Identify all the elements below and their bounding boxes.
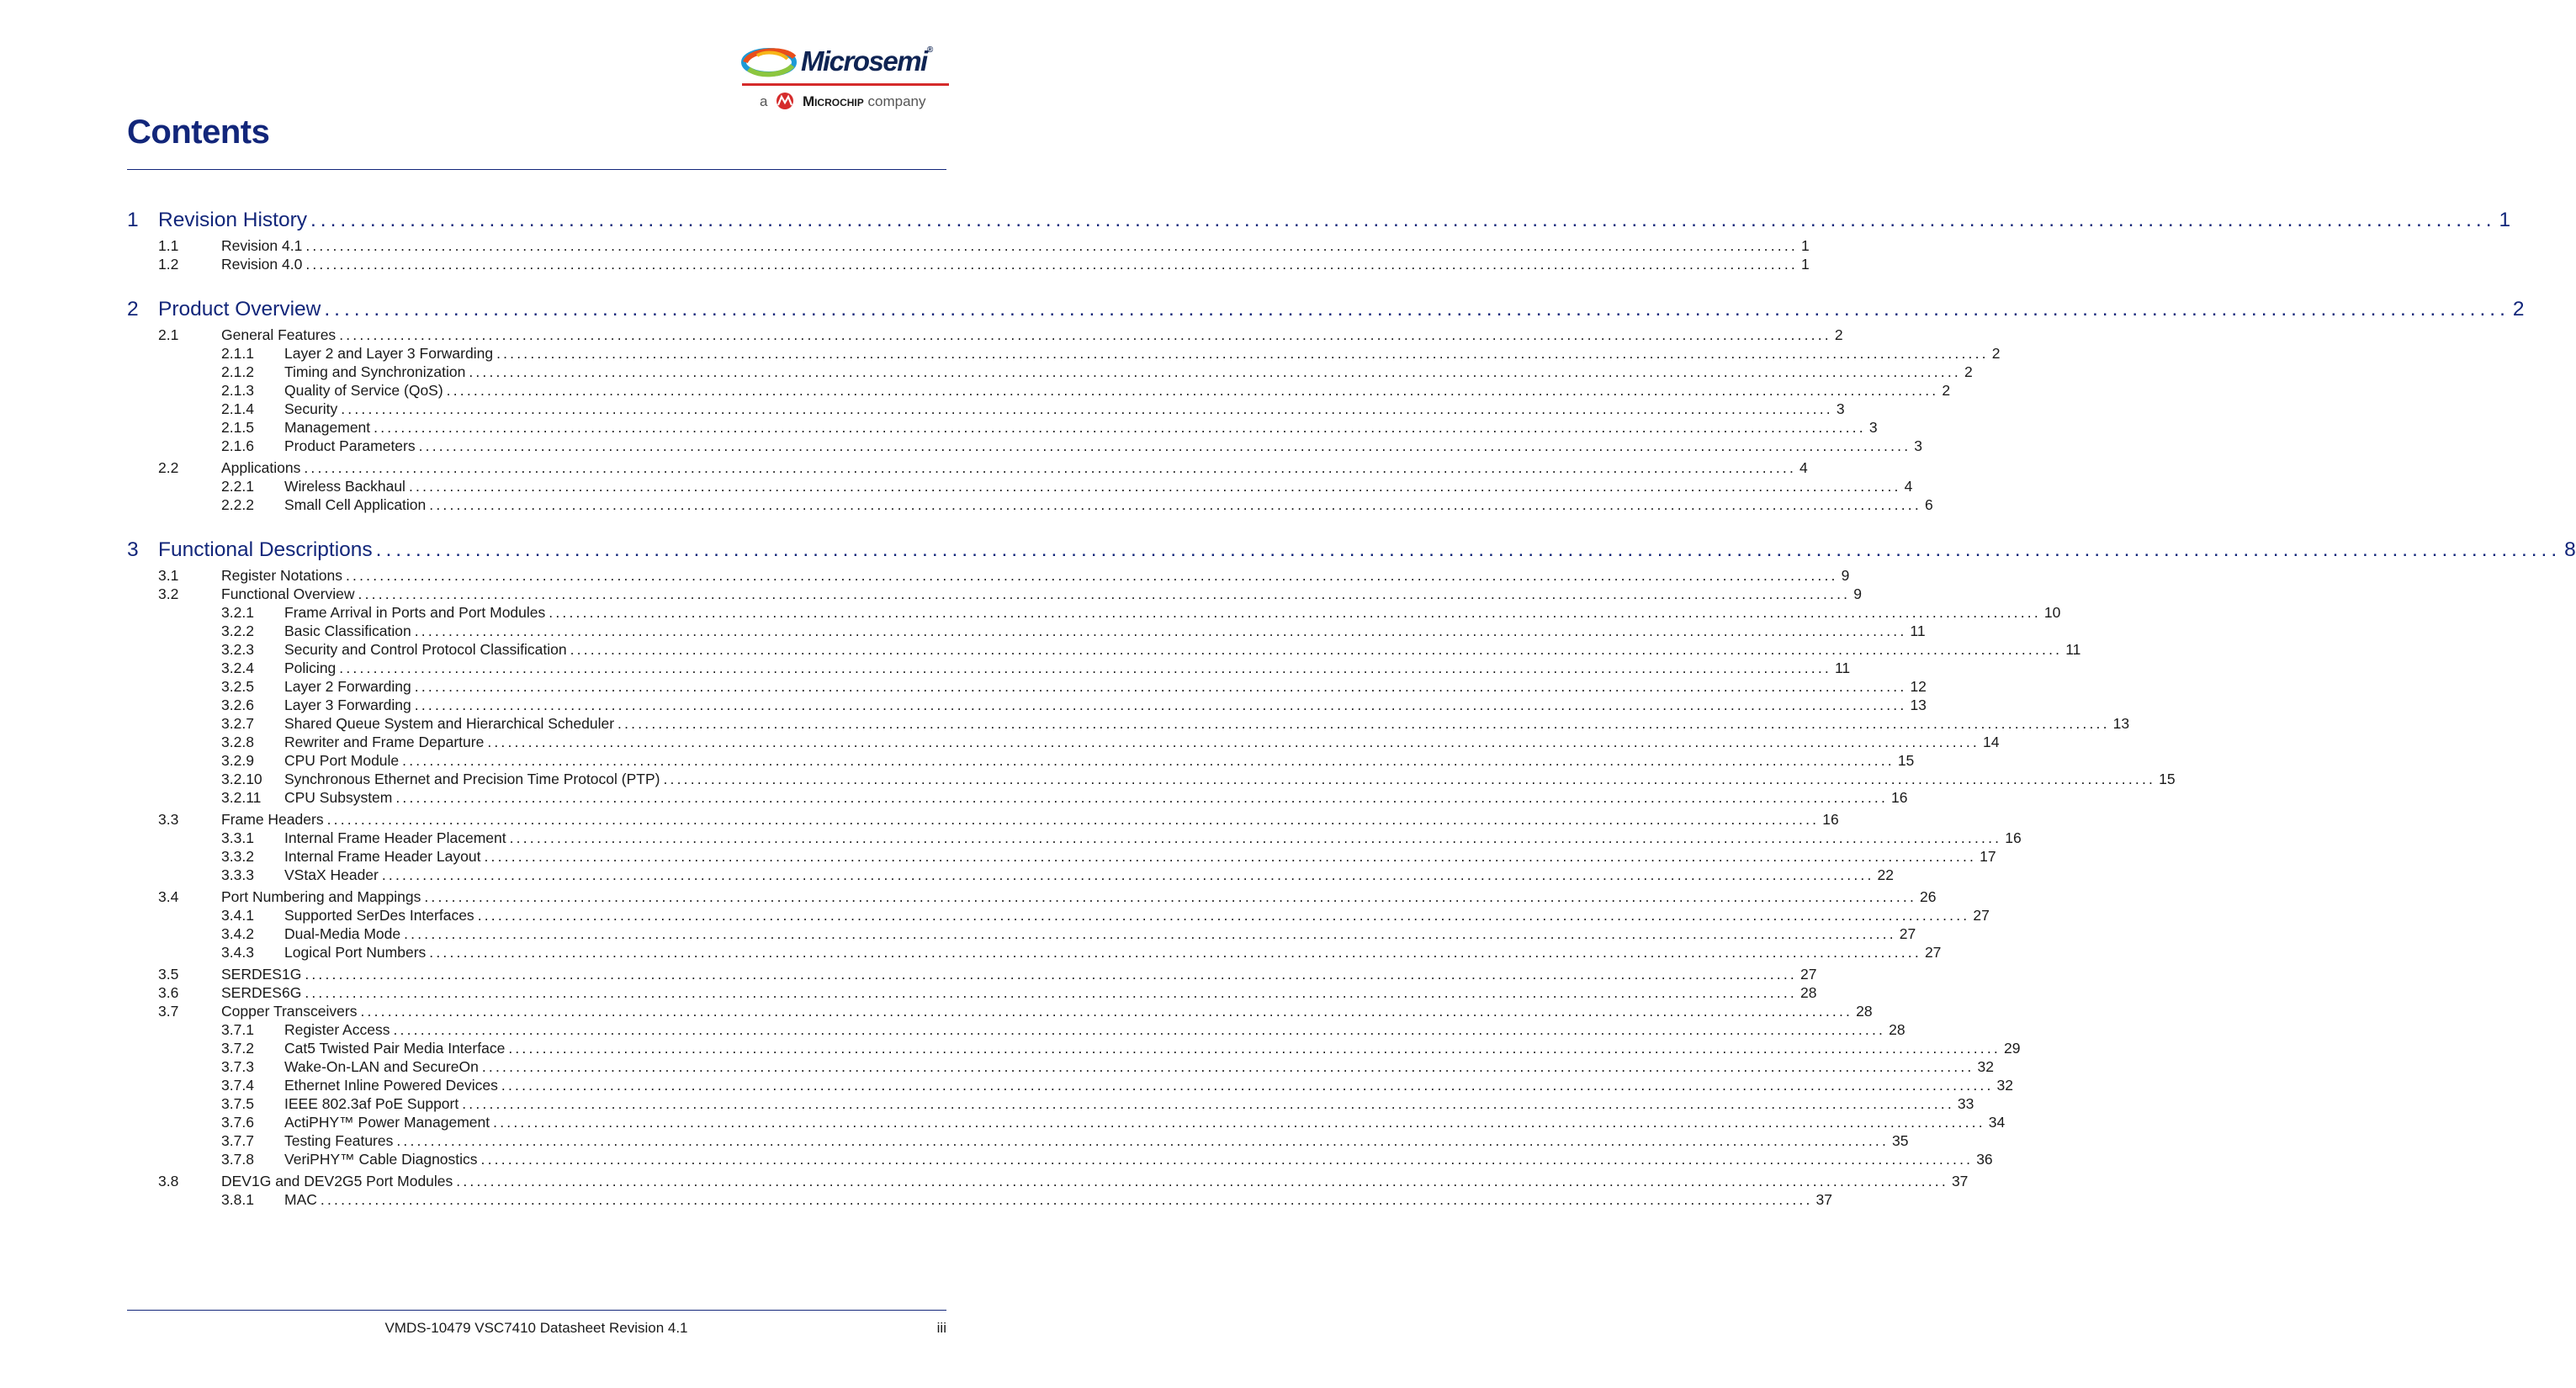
toc-dot-leader: ............................................................................................................................................................................................................................ bbox=[570, 641, 2063, 658]
toc-dot-leader: ............................................................................................................................................................................................................................ bbox=[305, 256, 1798, 273]
toc-entry-title[interactable]: DEV1G and DEV2G5 Port Modules bbox=[221, 1173, 453, 1189]
toc-dot-leader: ............................................................................................................................................................................................................................ bbox=[456, 1173, 1948, 1189]
toc-dot-leader: ............................................................................................................................................................................................................................ bbox=[477, 907, 1970, 924]
toc-entry-title[interactable]: Policing bbox=[284, 660, 337, 676]
toc-entry-3-2-11[interactable] bbox=[127, 789, 1908, 807]
toc-entry-page[interactable]: 2 bbox=[1964, 363, 1973, 380]
toc-entry-title[interactable]: Shared Queue System and Hierarchical Scheduler bbox=[284, 715, 615, 732]
toc-entry-number: 3.1 bbox=[158, 567, 179, 584]
toc-entry-3-5[interactable] bbox=[127, 966, 1817, 983]
toc-entry-page[interactable]: 36 bbox=[1976, 1151, 1993, 1168]
microchip-logo-icon bbox=[775, 93, 795, 109]
toc-entry-3-2-4[interactable] bbox=[127, 660, 1851, 677]
toc-entry-number: 3.7 bbox=[158, 1003, 179, 1020]
toc-entry-page[interactable]: 11 bbox=[1910, 622, 1926, 639]
toc-dot-leader: ............................................................................................................................................................................................................................ bbox=[395, 789, 1889, 806]
logo-rule bbox=[742, 83, 949, 86]
toc-entry-number: 2 bbox=[127, 298, 139, 321]
toc-dot-leader: ............................................................................................................................................................................................................................ bbox=[424, 888, 1917, 905]
footer-divider bbox=[127, 1310, 946, 1311]
toc-entry-title[interactable]: Product Overview bbox=[158, 298, 321, 321]
toc-dot-leader: ............................................................................................................................................................................................................................ bbox=[304, 459, 1797, 476]
logo-tagline bbox=[760, 93, 926, 110]
toc-entry-number: 3.3.3 bbox=[221, 866, 254, 883]
toc-entry-3-8-1[interactable] bbox=[127, 1191, 1833, 1209]
toc-entry-page[interactable]: 28 bbox=[1799, 984, 1817, 1001]
toc-entry-number: 1.1 bbox=[158, 237, 179, 254]
toc-entry-page[interactable]: 15 bbox=[1897, 752, 1915, 769]
toc-entry-3[interactable] bbox=[127, 538, 2576, 562]
microsemi-swirl-icon bbox=[740, 44, 799, 81]
toc-entry-number: 3.2.1 bbox=[221, 604, 254, 621]
toc-entry-number: 3.8 bbox=[158, 1173, 179, 1189]
tagline-company: Microchip bbox=[802, 93, 864, 109]
toc-entry-2-2-2[interactable] bbox=[127, 496, 1933, 514]
tagline-prefix: a bbox=[760, 93, 768, 109]
toc-dot-leader: ............................................................................................................................................................................................................................ bbox=[481, 1058, 1974, 1075]
toc-entry-3-4-2[interactable] bbox=[127, 925, 1916, 943]
toc-entry-title[interactable]: SERDES6G bbox=[221, 984, 302, 1001]
toc-entry-title[interactable]: CPU Subsystem bbox=[284, 789, 393, 806]
toc-entry-number: 3.3.2 bbox=[221, 848, 254, 865]
toc-dot-leader: ............................................................................................................................................................................................................................ bbox=[480, 1151, 1974, 1168]
toc-entry-number: 3.3 bbox=[158, 811, 179, 828]
toc-entry-3-3-2[interactable] bbox=[127, 848, 1996, 866]
toc-entry-3-3[interactable] bbox=[127, 811, 1839, 829]
toc-entry-page[interactable]: 29 bbox=[2003, 1040, 2021, 1057]
toc-entry-number: 3.6 bbox=[158, 984, 179, 1001]
toc-entry-page[interactable]: 14 bbox=[1982, 734, 2000, 750]
toc-entry-number: 3.4.1 bbox=[221, 907, 254, 924]
toc-dot-leader: ............................................................................................................................................................................................................................ bbox=[404, 925, 1896, 942]
toc-dot-leader: ............................................................................................................................................................................................................................ bbox=[493, 1114, 1985, 1131]
toc-entry-page[interactable]: 37 bbox=[1951, 1173, 1969, 1189]
toc-entry-title[interactable]: Internal Frame Header Placement bbox=[284, 829, 506, 846]
toc-dot-leader: ............................................................................................................................................................................................................................ bbox=[617, 715, 2110, 732]
toc-entry-number: 1.2 bbox=[158, 256, 179, 273]
toc-entry-number: 3.7.5 bbox=[221, 1095, 254, 1112]
toc-entry-page[interactable]: 6 bbox=[1924, 496, 1933, 513]
toc-dot-leader: ............................................................................................................................................................................................................................ bbox=[381, 866, 1874, 883]
toc-dot-leader: ............................................................................................................................................................................................................................ bbox=[484, 848, 1977, 865]
toc-entry-title[interactable]: Quality of Service (QoS) bbox=[284, 382, 443, 399]
toc-entry-number: 3.4.2 bbox=[221, 925, 254, 942]
toc-entry-2-1-6[interactable] bbox=[127, 437, 1923, 455]
toc-entry-title[interactable]: Wake-On-LAN and SecureOn bbox=[284, 1058, 479, 1075]
toc-entry-3-7-8[interactable] bbox=[127, 1151, 1993, 1168]
toc-entry-page[interactable]: 4 bbox=[1904, 478, 1913, 495]
toc-entry-number: 3.2.8 bbox=[221, 734, 254, 750]
toc-entry-1[interactable] bbox=[127, 209, 2511, 232]
toc-entry-page[interactable]: 27 bbox=[1924, 944, 1942, 961]
toc-dot-leader: ............................................................................................................................................................................................................................ bbox=[358, 585, 1851, 602]
toc-entry-number: 2.1.6 bbox=[221, 437, 254, 454]
toc-entry-number: 3.7.7 bbox=[221, 1132, 254, 1149]
toc-entry-page[interactable]: 2 bbox=[1942, 382, 1951, 399]
toc-entry-title[interactable]: Logical Port Numbers bbox=[284, 944, 427, 961]
toc-dot-leader: ............................................................................................................................................................................................................................ bbox=[402, 752, 1895, 769]
toc-dot-leader: ............................................................................................................................................................................................................................ bbox=[326, 811, 1820, 828]
toc-entry-page[interactable]: 28 bbox=[1889, 1021, 1905, 1038]
toc-dot-leader: ............................................................................................................................................................................................................................ bbox=[509, 829, 2002, 846]
toc-entry-number: 2.1.2 bbox=[221, 363, 254, 380]
toc-entry-title[interactable]: Frame Headers bbox=[221, 811, 324, 828]
toc-entry-number: 3.2.4 bbox=[221, 660, 254, 676]
toc-dot-leader: ............................................................................................................................................................................................................................ bbox=[324, 298, 2510, 321]
toc-entry-page[interactable]: 32 bbox=[1996, 1077, 2014, 1094]
toc-entry-title[interactable]: Register Notations bbox=[221, 567, 342, 584]
toc-dot-leader: ............................................................................................................................................................................................................................ bbox=[469, 363, 1961, 380]
toc-entry-page[interactable]: 17 bbox=[1980, 848, 1996, 865]
toc-entry-page[interactable]: 22 bbox=[1877, 866, 1894, 883]
toc-entry-3-7[interactable] bbox=[127, 1003, 1873, 1020]
toc-entry-3-2-2[interactable] bbox=[127, 622, 1926, 640]
toc-dot-leader: ............................................................................................................................................................................................................................ bbox=[549, 604, 2041, 621]
toc-entry-page[interactable]: 16 bbox=[2005, 829, 2022, 846]
toc-entry-1-2[interactable] bbox=[127, 256, 1810, 273]
toc-dot-leader: ............................................................................................................................................................................................................................ bbox=[414, 678, 1907, 695]
toc-dot-leader: ............................................................................................................................................................................................................................ bbox=[320, 1191, 1813, 1208]
toc-entry-number: 3.2.2 bbox=[221, 622, 254, 639]
toc-entry-number: 3.4 bbox=[158, 888, 179, 905]
toc-entry-number: 3.7.6 bbox=[221, 1114, 254, 1131]
toc-dot-leader: ............................................................................................................................................................................................................................ bbox=[339, 660, 1831, 676]
toc-entry-3-2-8[interactable] bbox=[127, 734, 2000, 751]
toc-entry-title[interactable]: Small Cell Application bbox=[284, 496, 427, 513]
toc-entry-3-8[interactable] bbox=[127, 1173, 1969, 1190]
toc-entry-number: 3.2.10 bbox=[221, 771, 262, 787]
toc-entry-3-7-5[interactable] bbox=[127, 1095, 1974, 1113]
toc-entry-number: 3.7.4 bbox=[221, 1077, 254, 1094]
toc-entry-number: 3.2.6 bbox=[221, 697, 254, 713]
brand-name: Microsemi® bbox=[801, 45, 932, 77]
toc-entry-page[interactable]: 2 bbox=[2512, 298, 2525, 321]
toc-dot-leader: ............................................................................................................................................................................................................................ bbox=[305, 237, 1798, 254]
toc-entry-3-3-3[interactable] bbox=[127, 866, 1894, 884]
toc-entry-number: 3.3.1 bbox=[221, 829, 254, 846]
toc-entry-2[interactable] bbox=[127, 298, 2525, 321]
toc-entry-page[interactable]: 32 bbox=[1977, 1058, 1994, 1075]
toc-entry-title[interactable]: Testing Features bbox=[284, 1132, 394, 1149]
tagline-suffix: company bbox=[867, 93, 926, 109]
toc-entry-page[interactable]: 3 bbox=[1868, 419, 1878, 436]
toc-entry-page[interactable]: 11 bbox=[2065, 641, 2081, 658]
toc-entry-page[interactable]: 8 bbox=[2564, 538, 2576, 561]
toc-entry-number: 2.1.5 bbox=[221, 419, 254, 436]
toc-entry-title[interactable]: MAC bbox=[284, 1191, 317, 1208]
toc-entry-page[interactable]: 13 bbox=[1910, 697, 1927, 713]
toc-entry-page[interactable]: 16 bbox=[1891, 789, 1908, 806]
toc-entry-title[interactable]: Rewriter and Frame Departure bbox=[284, 734, 485, 750]
toc-entry-number: 3.5 bbox=[158, 966, 179, 983]
toc-entry-page[interactable]: 11 bbox=[1834, 660, 1851, 676]
toc-entry-title[interactable]: Port Numbering and Mappings bbox=[221, 888, 421, 905]
toc-entry-2-1-5[interactable] bbox=[127, 419, 1878, 437]
toc-entry-page[interactable]: 12 bbox=[1910, 678, 1927, 695]
toc-entry-3-1[interactable] bbox=[127, 567, 1850, 585]
toc-entry-page[interactable]: 4 bbox=[1799, 459, 1808, 476]
toc-entry-3-7-3[interactable] bbox=[127, 1058, 1994, 1076]
toc-entry-title[interactable]: Basic Classification bbox=[284, 622, 411, 639]
toc-entry-2-1-3[interactable] bbox=[127, 382, 1951, 400]
toc-entry-3-4[interactable] bbox=[127, 888, 1937, 906]
toc-entry-2-1[interactable] bbox=[127, 326, 1843, 344]
toc-entry-number: 2.1.4 bbox=[221, 400, 254, 417]
toc-entry-page[interactable]: 35 bbox=[1892, 1132, 1909, 1149]
toc-entry-number: 3.7.1 bbox=[221, 1021, 254, 1038]
toc-entry-title[interactable]: Timing and Synchronization bbox=[284, 363, 466, 380]
microsemi-logo bbox=[740, 44, 951, 116]
toc-entry-page[interactable]: 9 bbox=[1853, 585, 1862, 602]
toc-entry-number: 2.2.1 bbox=[221, 478, 254, 495]
toc-entry-page[interactable]: 3 bbox=[1836, 400, 1845, 417]
toc-entry-title[interactable]: Revision History bbox=[158, 209, 307, 231]
toc-entry-page[interactable]: 26 bbox=[1920, 888, 1937, 905]
toc-entry-page[interactable]: 2 bbox=[1991, 345, 2001, 362]
toc-entry-title[interactable]: Layer 3 Forwarding bbox=[284, 697, 411, 713]
toc-entry-number: 2.1 bbox=[158, 326, 179, 343]
toc-entry-2-1-2[interactable] bbox=[127, 363, 1973, 381]
toc-dot-leader: ............................................................................................................................................................................................................................ bbox=[501, 1077, 1994, 1094]
toc-dot-leader: ............................................................................................................................................................................................................................ bbox=[418, 437, 1911, 454]
toc-entry-title[interactable]: Security bbox=[284, 400, 338, 417]
toc-entry-number: 3.8.1 bbox=[221, 1191, 254, 1208]
toc-entry-title[interactable]: Ethernet Inline Powered Devices bbox=[284, 1077, 498, 1094]
toc-entry-title[interactable]: VeriPHY™ Cable Diagnostics bbox=[284, 1151, 478, 1168]
toc-entry-3-7-4[interactable] bbox=[127, 1077, 2014, 1094]
toc-dot-leader: ............................................................................................................................................................................................................................ bbox=[408, 478, 1901, 495]
toc-dot-leader: ............................................................................................................................................................................................................................ bbox=[446, 382, 1939, 399]
toc-entry-number: 3.2 bbox=[158, 585, 179, 602]
toc-entry-number: 3.2.7 bbox=[221, 715, 254, 732]
toc-entry-page[interactable]: 10 bbox=[2043, 604, 2061, 621]
toc-entry-3-6[interactable] bbox=[127, 984, 1817, 1002]
toc-entry-page[interactable]: 34 bbox=[1988, 1114, 2006, 1131]
toc-dot-leader: ............................................................................................................................................................................................................................ bbox=[496, 345, 1989, 362]
toc-entry-title[interactable]: Applications bbox=[221, 459, 301, 476]
toc-entry-page[interactable]: 3 bbox=[1914, 437, 1923, 454]
toc-entry-2-2-1[interactable] bbox=[127, 478, 1913, 495]
toc-entry-title[interactable]: SERDES1G bbox=[221, 966, 302, 983]
toc-entry-number: 2.2 bbox=[158, 459, 179, 476]
toc-entry-3-4-3[interactable] bbox=[127, 944, 1942, 962]
toc-entry-page[interactable]: 1 bbox=[2499, 209, 2511, 231]
footer-document-id: VMDS-10479 VSC7410 Datasheet Revision 4.1 bbox=[384, 1320, 688, 1336]
toc-entry-title[interactable]: Copper Transceivers bbox=[221, 1003, 358, 1020]
toc-dot-leader: ............................................................................................................................................................................................................................ bbox=[414, 697, 1907, 713]
toc-entry-title[interactable]: Frame Arrival in Ports and Port Modules bbox=[284, 604, 546, 621]
toc-entry-page[interactable]: 27 bbox=[1899, 925, 1916, 942]
toc-entry-title[interactable]: Functional Descriptions bbox=[158, 538, 373, 561]
toc-entry-2-2[interactable] bbox=[127, 459, 1808, 477]
toc-entry-title[interactable]: CPU Port Module bbox=[284, 752, 400, 769]
toc-entry-title[interactable]: Dual-Media Mode bbox=[284, 925, 401, 942]
toc-dot-leader: ............................................................................................................................................................................................................................ bbox=[487, 734, 1980, 750]
toc-dot-leader: ............................................................................................................................................................................................................................ bbox=[305, 984, 1797, 1001]
toc-entry-number: 3.7.3 bbox=[221, 1058, 254, 1075]
toc-entry-number: 3.2.11 bbox=[221, 789, 262, 806]
toc-entry-3-3-1[interactable] bbox=[127, 829, 2022, 847]
toc-entry-title[interactable]: Supported SerDes Interfaces bbox=[284, 907, 474, 924]
toc-entry-number: 3 bbox=[127, 538, 139, 561]
toc-entry-2-1-1[interactable] bbox=[127, 345, 2001, 363]
toc-entry-3-2-10[interactable] bbox=[127, 771, 2176, 788]
toc-entry-page[interactable]: 13 bbox=[2112, 715, 2130, 732]
toc-entry-title[interactable]: Register Access bbox=[284, 1021, 390, 1038]
toc-entry-3-7-6[interactable] bbox=[127, 1114, 2006, 1131]
toc-dot-leader: ............................................................................................................................................................................................................................ bbox=[396, 1132, 1890, 1149]
toc-entry-3-4-1[interactable] bbox=[127, 907, 1990, 924]
toc-entry-page[interactable]: 27 bbox=[1973, 907, 1990, 924]
toc-entry-title[interactable]: Security and Control Protocol Classification bbox=[284, 641, 567, 658]
footer-page-number: iii bbox=[936, 1320, 946, 1336]
toc-entry-number: 2.1.1 bbox=[221, 345, 254, 362]
toc-entry-3-2-1[interactable] bbox=[127, 604, 2061, 622]
toc-entry-1-1[interactable] bbox=[127, 237, 1810, 255]
toc-entry-page[interactable]: 27 bbox=[1799, 966, 1817, 983]
toc-entry-title[interactable]: Cat5 Twisted Pair Media Interface bbox=[284, 1040, 506, 1057]
toc-entry-title[interactable]: ActiPHY™ Power Management bbox=[284, 1114, 490, 1131]
toc-dot-leader: ............................................................................................................................................................................................................................ bbox=[339, 326, 1831, 343]
toc-dot-leader: ............................................................................................................................................................................................................................ bbox=[341, 400, 1833, 417]
toc-entry-3-2-6[interactable] bbox=[127, 697, 1927, 714]
toc-entry-title[interactable]: Revision 4.1 bbox=[221, 237, 303, 254]
toc-dot-leader: ............................................................................................................................................................................................................................ bbox=[305, 966, 1797, 983]
toc-entry-3-2-9[interactable] bbox=[127, 752, 1915, 770]
toc-entry-page[interactable]: 2 bbox=[1834, 326, 1843, 343]
toc-entry-3-7-1[interactable] bbox=[127, 1021, 1905, 1039]
toc-entry-title[interactable]: Wireless Backhaul bbox=[284, 478, 405, 495]
toc-dot-leader: ............................................................................................................................................................................................................................ bbox=[429, 944, 1921, 961]
toc-entry-title[interactable]: Functional Overview bbox=[221, 585, 355, 602]
toc-entry-2-1-4[interactable] bbox=[127, 400, 1845, 418]
toc-dot-leader: ............................................................................................................................................................................................................................ bbox=[375, 538, 2562, 561]
toc-entry-number: 3.2.3 bbox=[221, 641, 254, 658]
toc-entry-title[interactable]: Revision 4.0 bbox=[221, 256, 303, 273]
toc-entry-page[interactable]: 1 bbox=[1800, 256, 1810, 273]
toc-entry-title[interactable]: Synchronous Ethernet and Precision Time Protocol (PTP) bbox=[284, 771, 660, 787]
title-divider bbox=[127, 169, 946, 170]
toc-entry-title[interactable]: Layer 2 and Layer 3 Forwarding bbox=[284, 345, 494, 362]
toc-dot-leader: ............................................................................................................................................................................................................................ bbox=[663, 771, 2156, 787]
toc-entry-number: 3.7.2 bbox=[221, 1040, 254, 1057]
toc-entry-3-2[interactable] bbox=[127, 585, 1862, 603]
toc-entry-3-7-2[interactable] bbox=[127, 1040, 2021, 1057]
toc-entry-title[interactable]: Layer 2 Forwarding bbox=[284, 678, 411, 695]
toc-dot-leader: ............................................................................................................................................................................................................................ bbox=[429, 496, 1921, 513]
toc-entry-title[interactable]: Product Parameters bbox=[284, 437, 416, 454]
toc-entry-number: 3.4.3 bbox=[221, 944, 254, 961]
toc-dot-leader: ............................................................................................................................................................................................................................ bbox=[360, 1003, 1853, 1020]
toc-entry-number: 3.2.5 bbox=[221, 678, 254, 695]
toc-entry-page[interactable]: 28 bbox=[1856, 1003, 1873, 1020]
toc-entry-3-2-5[interactable] bbox=[127, 678, 1927, 696]
page-title: Contents bbox=[127, 114, 270, 151]
toc-entry-page[interactable]: 37 bbox=[1815, 1191, 1833, 1208]
toc-entry-3-2-7[interactable] bbox=[127, 715, 2130, 733]
toc-entry-page[interactable]: 1 bbox=[1800, 237, 1810, 254]
toc-entry-3-7-7[interactable] bbox=[127, 1132, 1909, 1150]
toc-entry-page[interactable]: 33 bbox=[1957, 1095, 1974, 1112]
toc-entry-title[interactable]: Management bbox=[284, 419, 371, 436]
toc-entry-3-2-3[interactable] bbox=[127, 641, 2081, 659]
toc-entry-page[interactable]: 9 bbox=[1841, 567, 1850, 584]
toc-entry-number: 2.2.2 bbox=[221, 496, 254, 513]
toc-dot-leader: ............................................................................................................................................................................................................................ bbox=[508, 1040, 2001, 1057]
toc-entry-title[interactable]: Internal Frame Header Layout bbox=[284, 848, 481, 865]
toc-entry-page[interactable]: 15 bbox=[2159, 771, 2176, 787]
toc-entry-number: 3.7.8 bbox=[221, 1151, 254, 1168]
toc-entry-page[interactable]: 16 bbox=[1822, 811, 1839, 828]
toc-entry-number: 3.2.9 bbox=[221, 752, 254, 769]
toc-dot-leader: ............................................................................................................................................................................................................................ bbox=[462, 1095, 1954, 1112]
toc-entry-number: 1 bbox=[127, 209, 139, 231]
toc-dot-leader: ............................................................................................................................................................................................................................ bbox=[374, 419, 1866, 436]
toc-dot-leader: ............................................................................................................................................................................................................................ bbox=[345, 567, 1838, 584]
toc-dot-leader: ............................................................................................................................................................................................................................ bbox=[414, 622, 1907, 639]
toc-dot-leader: ............................................................................................................................................................................................................................ bbox=[310, 209, 2496, 231]
toc-dot-leader: ............................................................................................................................................................................................................................ bbox=[393, 1021, 1886, 1038]
toc-entry-title[interactable]: VStaX Header bbox=[284, 866, 379, 883]
toc-entry-title[interactable]: General Features bbox=[221, 326, 337, 343]
toc-entry-title[interactable]: IEEE 802.3af PoE Support bbox=[284, 1095, 459, 1112]
toc-entry-number: 2.1.3 bbox=[221, 382, 254, 399]
